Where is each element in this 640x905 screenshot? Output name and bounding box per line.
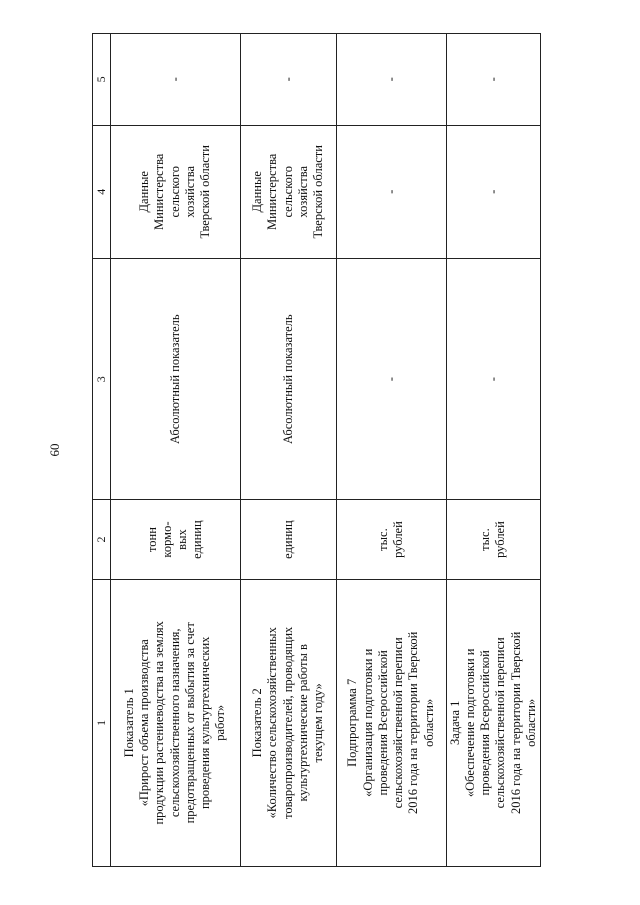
rotated-table-sheet bbox=[92, 33, 538, 867]
table-row bbox=[240, 34, 336, 867]
note-cell: - bbox=[110, 34, 240, 126]
note-cell: - bbox=[446, 34, 541, 126]
column-number-4: 4 bbox=[93, 125, 111, 258]
table-row bbox=[336, 34, 446, 867]
table-header-row bbox=[93, 34, 111, 867]
data-source-cell: - bbox=[336, 125, 446, 258]
table-row bbox=[446, 34, 541, 867]
column-number-1: 1 bbox=[93, 579, 111, 866]
indicator-table bbox=[92, 33, 541, 867]
indicator-type-cell: Абсолютный показатель bbox=[110, 258, 240, 500]
data-source-cell: Данные Министерства сельского хозяйства Тверской области bbox=[110, 125, 240, 258]
indicator-type-cell: - bbox=[336, 258, 446, 500]
indicator-cell: Задача 1 «Обеспечение подготовки и проведения Всероссийской сельскохозяйственной переписи 2016 года на территории Тверской области» bbox=[446, 579, 541, 866]
column-number-3: 3 bbox=[93, 258, 111, 500]
note-cell: - bbox=[336, 34, 446, 126]
indicator-cell: Показатель 2 «Количество сельскохозяйственных товаропроизводителей, проводящих культуртехнические работы в текущем году» bbox=[240, 579, 336, 866]
indicator-type-cell: Абсолютный показатель bbox=[240, 258, 336, 500]
page-number: 60 bbox=[47, 443, 62, 457]
unit-cell: тыс. рублей bbox=[446, 500, 541, 579]
data-source-cell: - bbox=[446, 125, 541, 258]
unit-cell: тонн кормо- вых единиц bbox=[110, 500, 240, 579]
column-number-5: 5 bbox=[93, 34, 111, 126]
indicator-cell: Показатель 1 «Прирост объема производства продукции растениеводства на землях сельскохозяйственного назначения, предотвращенных от выбытия за счет проведения культуртехнических работ» bbox=[110, 579, 240, 866]
note-cell: - bbox=[240, 34, 336, 126]
indicator-cell: Подпрограмма 7 «Организация подготовки и проведения Всероссийской сельскохозяйственной переписи 2016 года на территории Тверской области» bbox=[336, 579, 446, 866]
unit-cell: тыс. рублей bbox=[336, 500, 446, 579]
indicator-type-cell: - bbox=[446, 258, 541, 500]
unit-cell: единиц bbox=[240, 500, 336, 579]
table-row bbox=[110, 34, 240, 867]
data-source-cell: Данные Министерства сельского хозяйства Тверской области bbox=[240, 125, 336, 258]
column-number-2: 2 bbox=[93, 500, 111, 579]
